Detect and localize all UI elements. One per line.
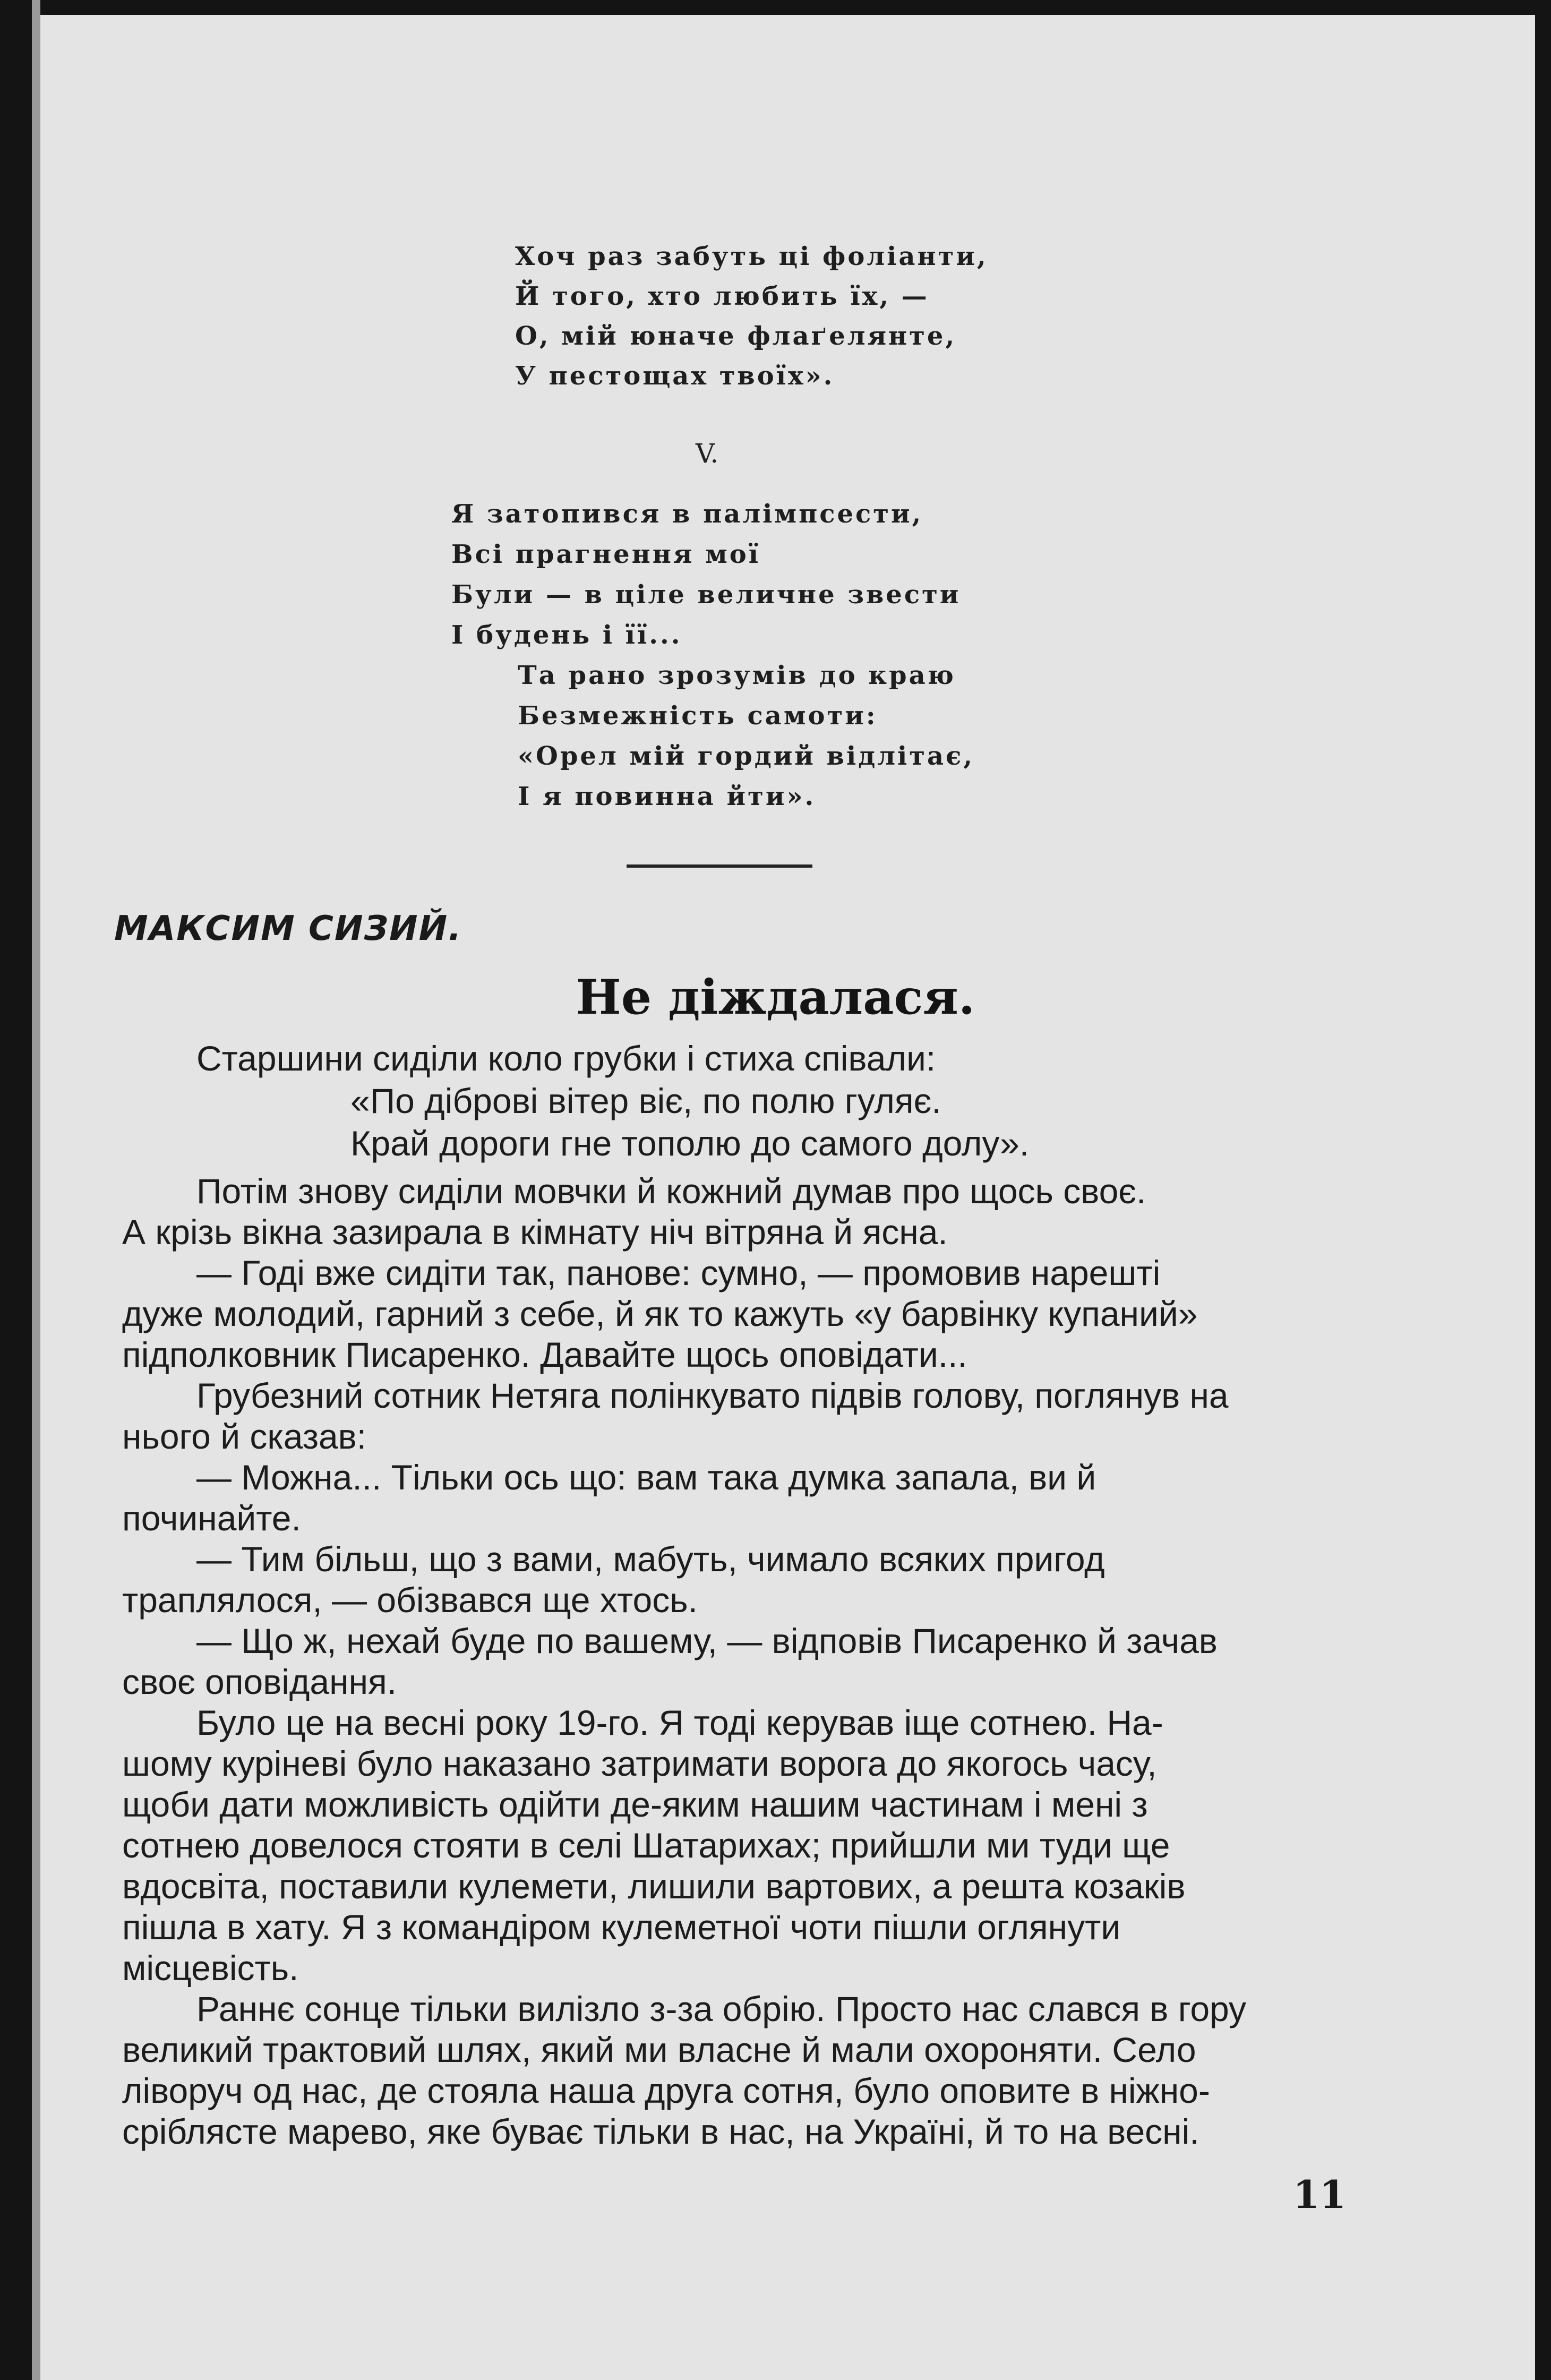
- book-spine: [32, 0, 40, 2380]
- text-line: великий трактовий шлях, який ми власне й мали охороняти. Село: [122, 2030, 1196, 2069]
- text-line: Потім знову сиділи мовчки й кожний думав про щось своє.: [196, 1171, 1146, 1211]
- text-line: — Годі вже сидіти так, панове: сумно, — промовив нарешті: [196, 1253, 1161, 1292]
- song-line: «По діброві вітер віє, по полю гуляє.: [350, 1081, 941, 1120]
- poem-line: Хоч раз забуть ці фоліанти,: [515, 242, 988, 271]
- text-line: сотнею довелося стояти в селі Шатарихах; прийшли ми туди ще: [122, 1826, 1170, 1865]
- story-title: Не діждалася.: [576, 969, 975, 1025]
- text-line: підполковник Писаренко. Давайте щось оповідати...: [122, 1335, 967, 1374]
- poem-line: О, мій юначе флаґелянте,: [515, 321, 957, 351]
- poem-line: Й того, хто любить їх, —: [515, 281, 929, 311]
- text-line: — Тим більш, що з вами, мабуть, чимало всяких пригод: [196, 1539, 1105, 1579]
- poem-line: І я повинна йти».: [518, 782, 816, 811]
- section-divider: [627, 864, 812, 868]
- text-line: шому куріневі було наказано затримати ворога до якогось часу,: [122, 1744, 1157, 1783]
- page-number: 11: [1293, 2172, 1347, 2217]
- text-line: сріблясте марево, яке буває тільки в нас, на Україні, й то на весні.: [122, 2112, 1199, 2151]
- text-line: А крізь вікна зазирала в кімнату ніч вітряна й ясна.: [122, 1212, 948, 1252]
- poem-line: Та рано зрозумів до краю: [518, 661, 956, 690]
- text-line: місцевість.: [122, 1948, 299, 1988]
- poem-line: У пестощах твоїх».: [515, 361, 835, 391]
- scan-border-left: [0, 0, 32, 2380]
- text-line: нього й сказав:: [122, 1417, 367, 1456]
- text-line: щоби дати можливість одійти де-яким нашим частинам і мені з: [122, 1785, 1148, 1824]
- text-line: дуже молодий, гарний з себе, й як то кажуть «у барвінку купаний»: [122, 1294, 1198, 1333]
- text-line: Було це на весні року 19-го. Я тоді керував іще сотнею. На-: [196, 1703, 1163, 1742]
- text-line: пішла в хату. Я з командіром кулеметної чоти пішли оглянути: [122, 1907, 1121, 1947]
- text-line: своє оповідання.: [122, 1662, 397, 1701]
- poem-line: Були — в ціле величне звести: [451, 580, 961, 610]
- text-line: ліворуч од нас, де стояла наша друга сотня, було оповите в ніжно-: [122, 2071, 1210, 2110]
- poem-line: Всі прагнення мої: [451, 540, 761, 569]
- text-line: Грубезний сотник Нетяга полінкувато підвів голову, поглянув на: [196, 1376, 1229, 1415]
- poem-line: Я затопився в палімпсести,: [451, 499, 923, 529]
- text-line: траплялося, — обізвався ще хтось.: [122, 1580, 698, 1620]
- text-line: — Можна... Тільки ось що: вам така думка запала, ви й: [196, 1458, 1096, 1497]
- scan-border-top: [0, 0, 1551, 15]
- text-line: — Що ж, нехай буде по вашему, — відповів Писаренко й зачав: [196, 1621, 1218, 1660]
- scan-border-right: [1535, 0, 1551, 2380]
- text-line: вдосвіта, поставили кулемети, лишили вартових, а решта козаків: [122, 1867, 1186, 1906]
- poem-line: І будень і її...: [451, 620, 682, 650]
- poem-line: «Орел мій гордий відлітає,: [518, 741, 975, 771]
- text-line: починайте.: [122, 1499, 301, 1538]
- song-line: Край дороги гне тополю до самого долу».: [350, 1124, 1030, 1163]
- text-line: Раннє сонце тільки вилізло з-за обрію. Просто нас слався в гору: [196, 1989, 1247, 2028]
- text-line: Старшини сиділи коло грубки і стиха співали:: [196, 1039, 936, 1078]
- poem-line: Безмежність самоти:: [518, 701, 878, 731]
- section-numeral: V.: [696, 438, 719, 469]
- author-name: МАКСИМ СИЗИЙ.: [114, 909, 462, 948]
